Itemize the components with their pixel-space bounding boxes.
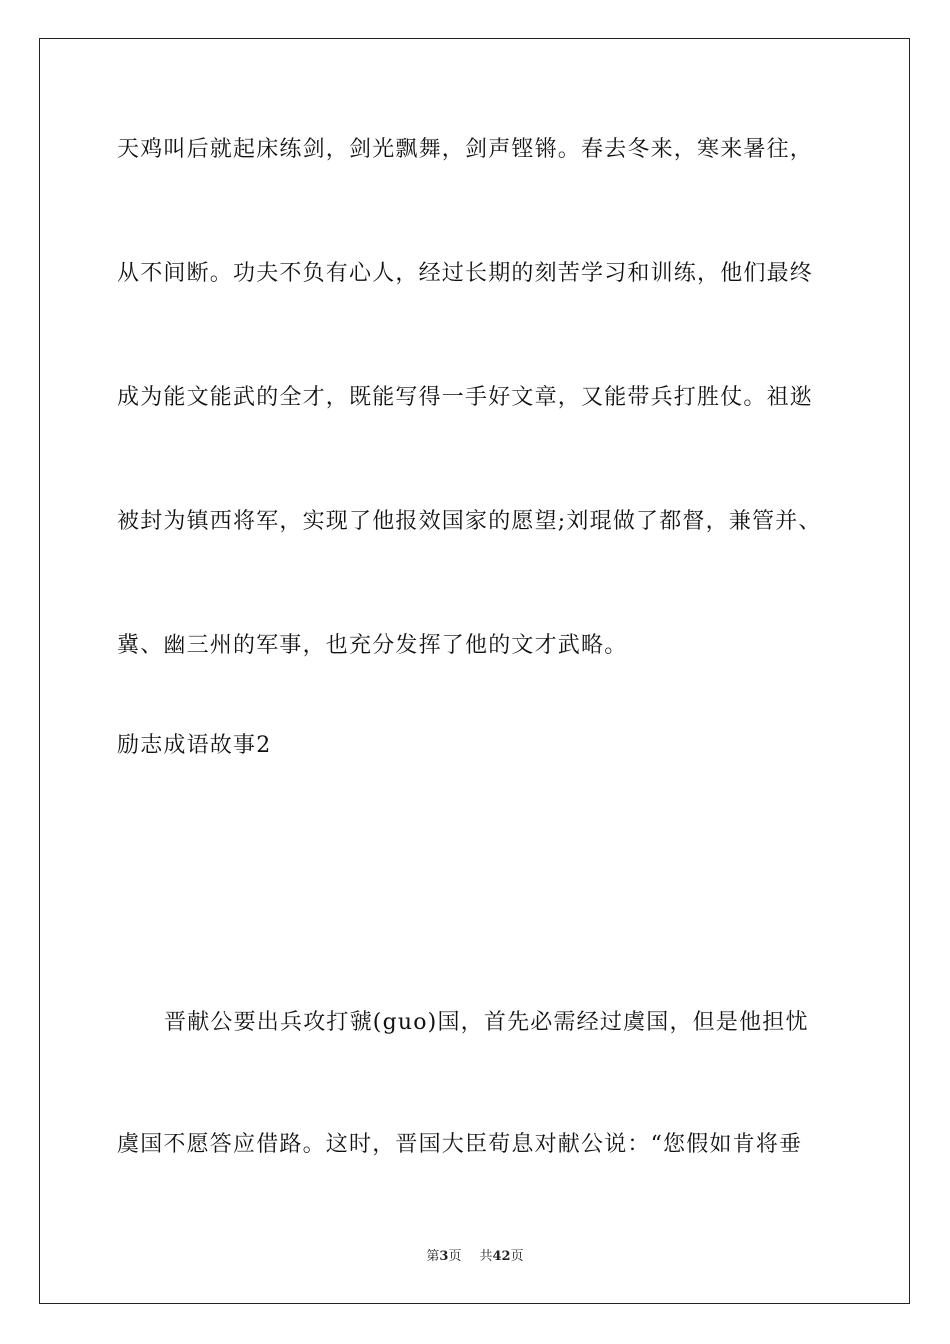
- total-pages: 42: [492, 1249, 511, 1264]
- body-text-line-1: 天鸡叫后就起床练剑，剑光飘舞，剑声铿锵。春去冬来，寒来暑往，: [117, 137, 814, 162]
- body-text-line-3: 成为能文能武的全才，既能写得一手好文章，又能带兵打胜仗。祖逖: [117, 385, 814, 410]
- page-prefix: 第: [426, 1249, 440, 1264]
- body-text-line-4: 被封为镇西将军，实现了他报效国家的愿望;刘琨做了都督，兼管并、: [117, 509, 822, 534]
- total-suffix: 页: [510, 1249, 524, 1264]
- page-number: 3: [439, 1249, 449, 1264]
- section-heading: 励志成语故事2: [117, 733, 272, 758]
- body-text-line-2: 从不间断。功夫不负有心人，经过长期的刻苦学习和训练，他们最终: [117, 261, 814, 286]
- paragraph2-line-1: 晋献公要出兵攻打虢(guo)国，首先必需经过虞国，但是他担忧: [164, 1010, 809, 1035]
- page-border: [39, 38, 910, 1304]
- page-suffix: 页: [448, 1249, 462, 1264]
- total-prefix: 共: [479, 1249, 493, 1264]
- body-text-line-5: 冀、幽三州的军事，也充分发挥了他的文才武略。: [117, 633, 628, 658]
- page-footer: [0, 1248, 950, 1266]
- paragraph2-line-2: 虞国不愿答应借路。这时，晋国大臣荀息对献公说：“您假如肯将垂: [117, 1132, 803, 1157]
